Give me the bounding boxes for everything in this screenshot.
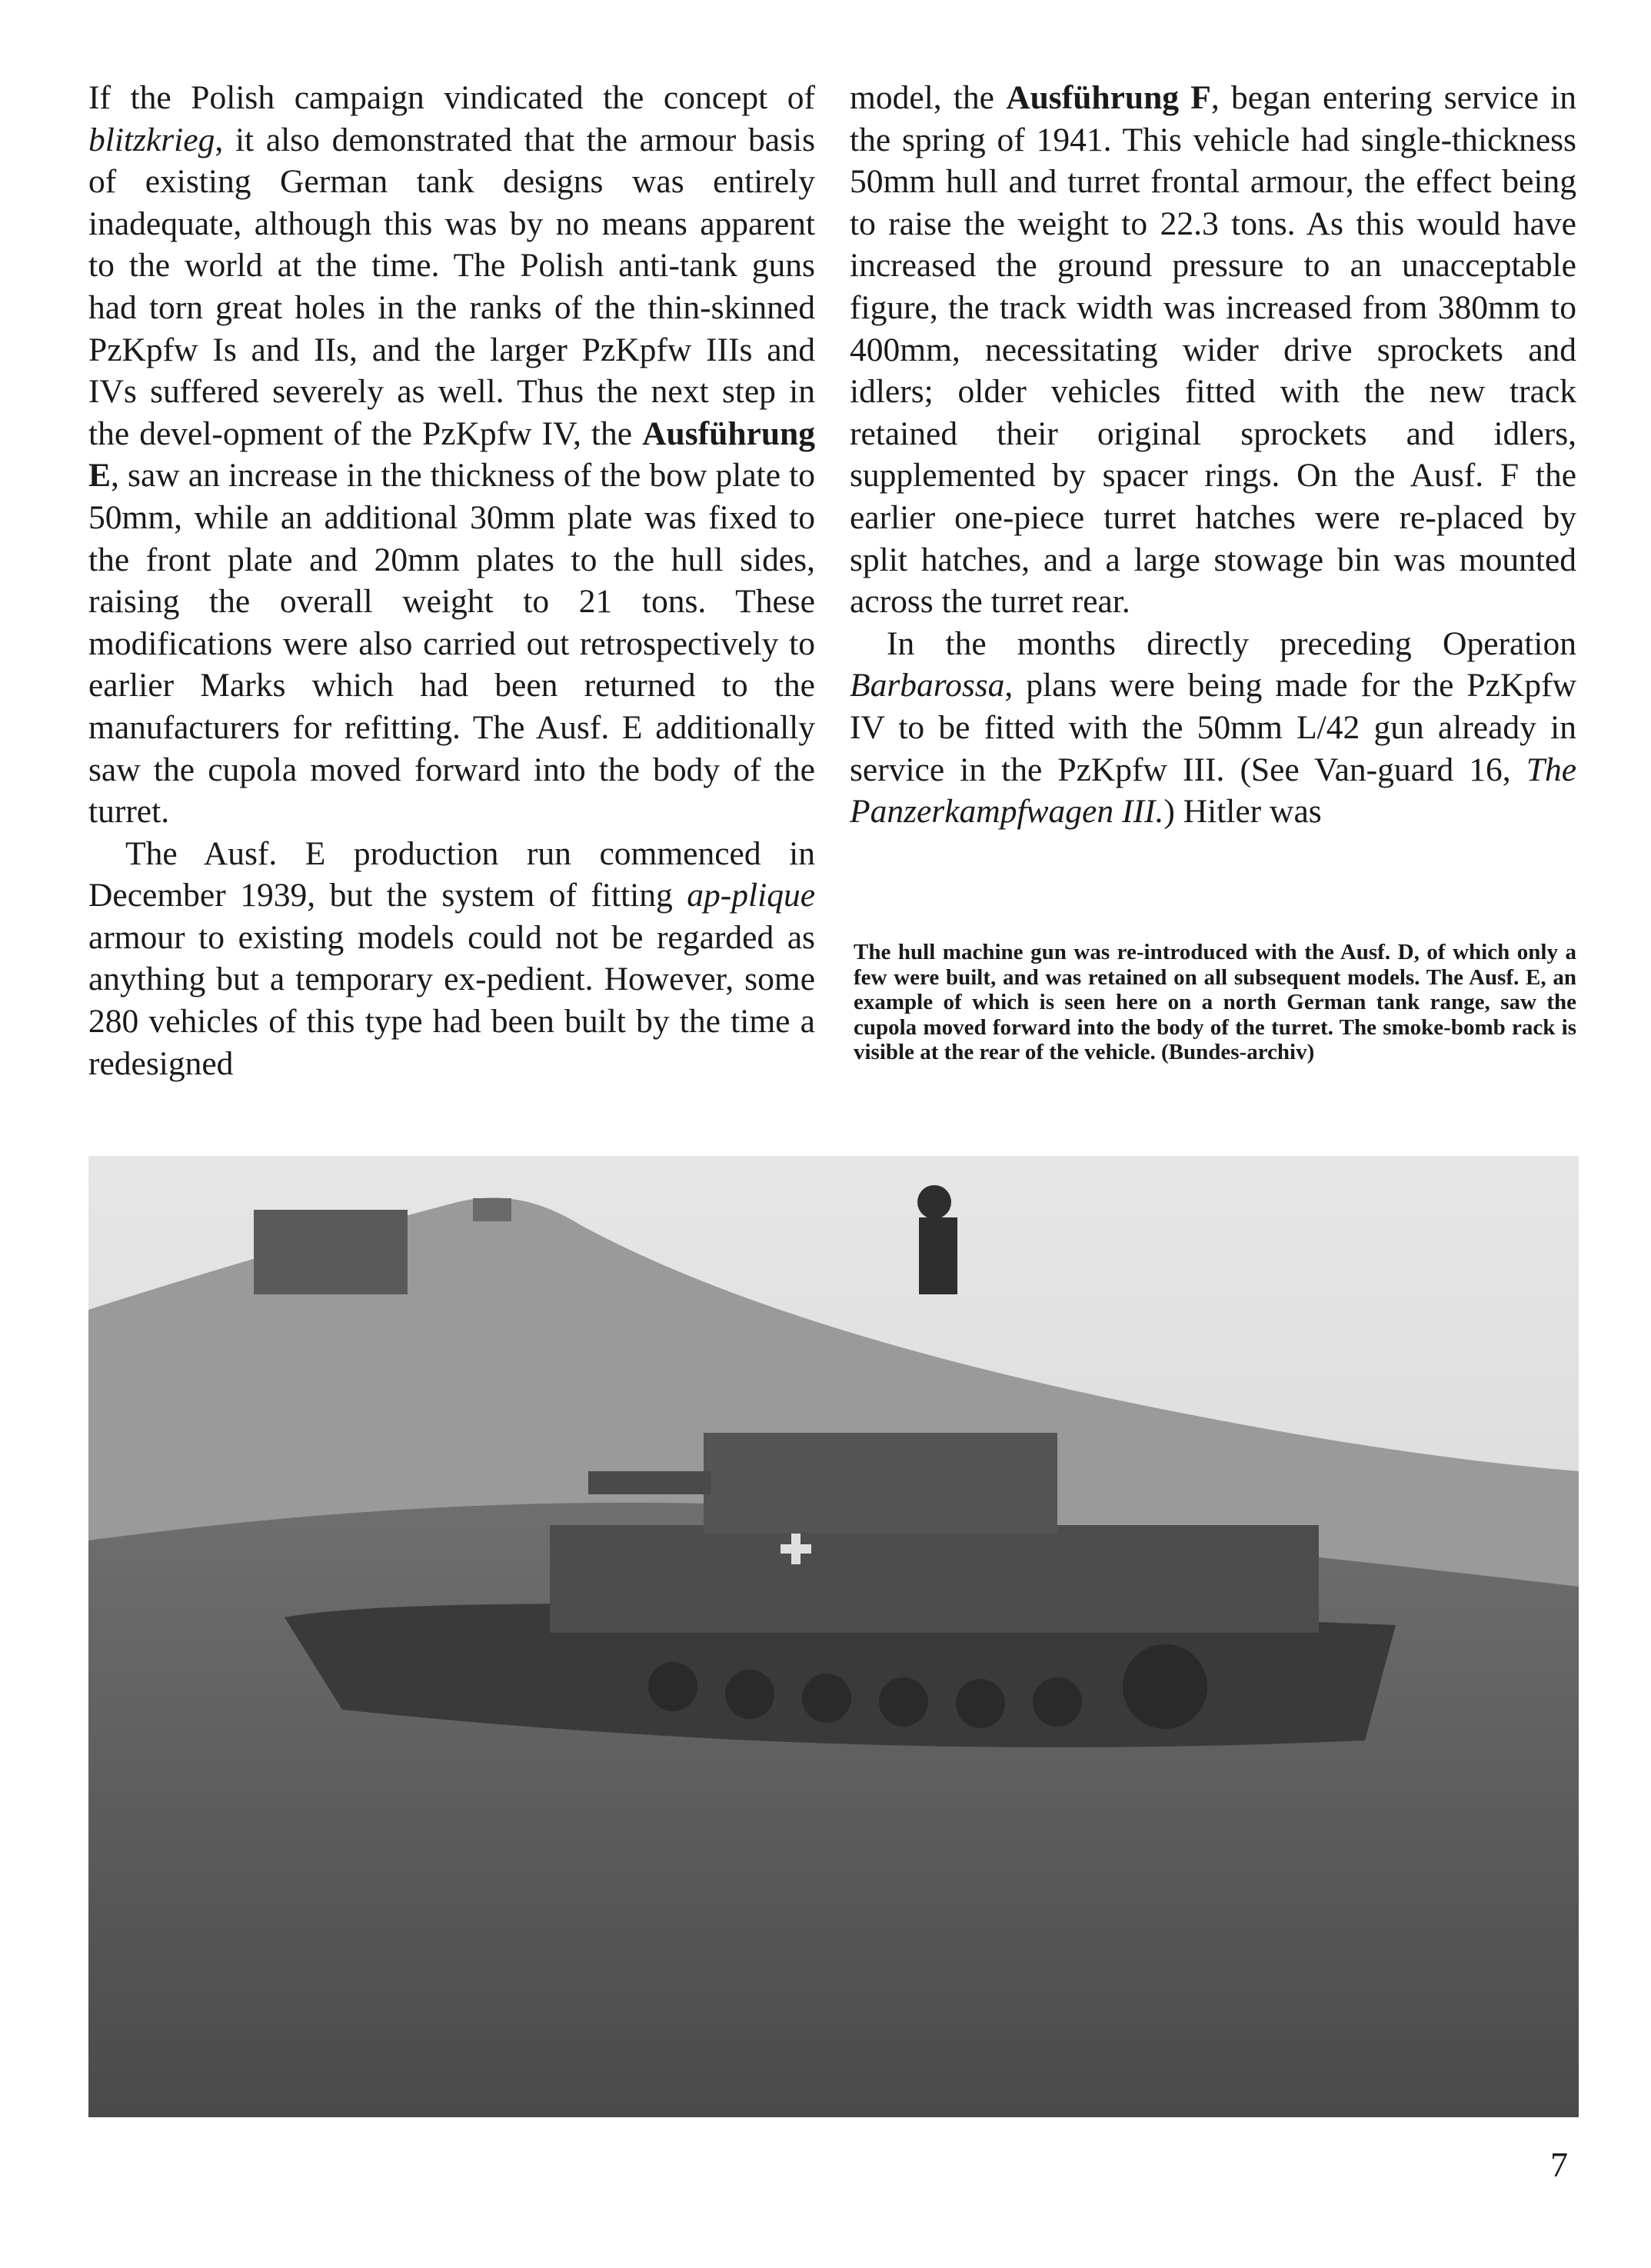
left-paragraph-1 bbox=[88, 77, 815, 833]
text-run: ) Hitler was bbox=[1163, 793, 1322, 831]
text-run: In the months directly preceding Operation bbox=[887, 624, 1576, 662]
tank-photograph bbox=[88, 1156, 1579, 2117]
right-text-column bbox=[850, 77, 1576, 833]
text-run: model, the bbox=[850, 79, 1007, 116]
text-run: The Ausf. E production run commenced in December 1939, but the system of fitting bbox=[88, 834, 815, 914]
bold-term: Ausführung F bbox=[1006, 79, 1211, 116]
italic-term: The Panzerkampfwagen III. bbox=[850, 751, 1576, 831]
crewman-body bbox=[919, 1217, 957, 1294]
bunker-dome bbox=[473, 1198, 511, 1221]
left-text-column bbox=[88, 77, 815, 1084]
right-paragraph-1 bbox=[850, 77, 1576, 623]
tank-gun bbox=[588, 1471, 711, 1494]
italic-term: blitzkrieg bbox=[88, 121, 215, 158]
tank-turret bbox=[704, 1433, 1057, 1533]
right-paragraph-2 bbox=[850, 623, 1576, 833]
text-run: , began entering service in the spring of 1941. This vehicle had single-thickness 50mm hull and turret frontal armour, the effect being to raise the weight to 22.3 tons. As this would have increased the ground pressure to an unacceptable figure, the track width was increased from 380mm to 400mm, necessitating wider drive sprockets and idlers; older vehicles fitted with the new track retained their original sprockets and idlers, supplemented by spacer rings. On the Ausf. F the earlier one-piece turret hatches were re-placed by split hatches, and a large stowage bin was mounted across the turret rear. bbox=[850, 79, 1577, 621]
text-run: , it also demonstrated that the armour basis of existing German tank designs was entirely inadequate, although this was by no means apparent to the world at the time. The Polish anti-tank guns had torn great holes in the ranks of the thin-skinned PzKpfw Is and IIs, and the larger PzKpfw IIIs and IVs suffered severely as well. Thus the next step in the devel-opment of the PzKpfw IV, the bbox=[88, 121, 815, 452]
italic-term: Barbarossa bbox=[850, 667, 1005, 704]
tank-photo-illustration bbox=[88, 1156, 1579, 2117]
tank-hull bbox=[550, 1525, 1319, 1633]
text-run: If the Polish campaign vindicated the concept of bbox=[88, 79, 815, 116]
italic-term: ap-plique bbox=[687, 877, 815, 914]
text-run: armour to existing models could not be regarded as anything but a temporary ex-pedient. However, some 280 vehicles of this type had been built by the time a redesigned bbox=[88, 918, 815, 1082]
text-run: , saw an increase in the thickness of the bow plate to 50mm, while an additional 30mm plate was fixed to the front plate and 20mm plates to the hull sides, raising the overall weight to 21 tons. These modifications were also carried out retrospectively to earlier Marks which had been returned to the manufacturers for refitting. The Ausf. E additionally saw the cupola moved forward into the body of the turret. bbox=[88, 457, 815, 831]
bold-term: Ausführung E bbox=[88, 415, 815, 495]
page-number: 7 bbox=[1550, 2145, 1568, 2184]
left-paragraph-2 bbox=[88, 833, 815, 1085]
crewman-head bbox=[917, 1185, 951, 1219]
photo-caption: The hull machine gun was re-introduced with the Ausf. D, of which only a few were built, and was retained on all subsequent models. The Ausf. E, an example of which is seen here on a north German tank range, saw the cupola moved forward into the body of the turret. The smoke-bomb rack is visible at the rear of the vehicle. (Bundes-archiv) bbox=[854, 940, 1576, 1064]
text-run: , plans were being made for the PzKpfw IV to be fitted with the 50mm L/42 gun already in service in the PzKpfw III. (See Van-guard 16, bbox=[850, 667, 1576, 788]
bunker bbox=[254, 1210, 408, 1294]
